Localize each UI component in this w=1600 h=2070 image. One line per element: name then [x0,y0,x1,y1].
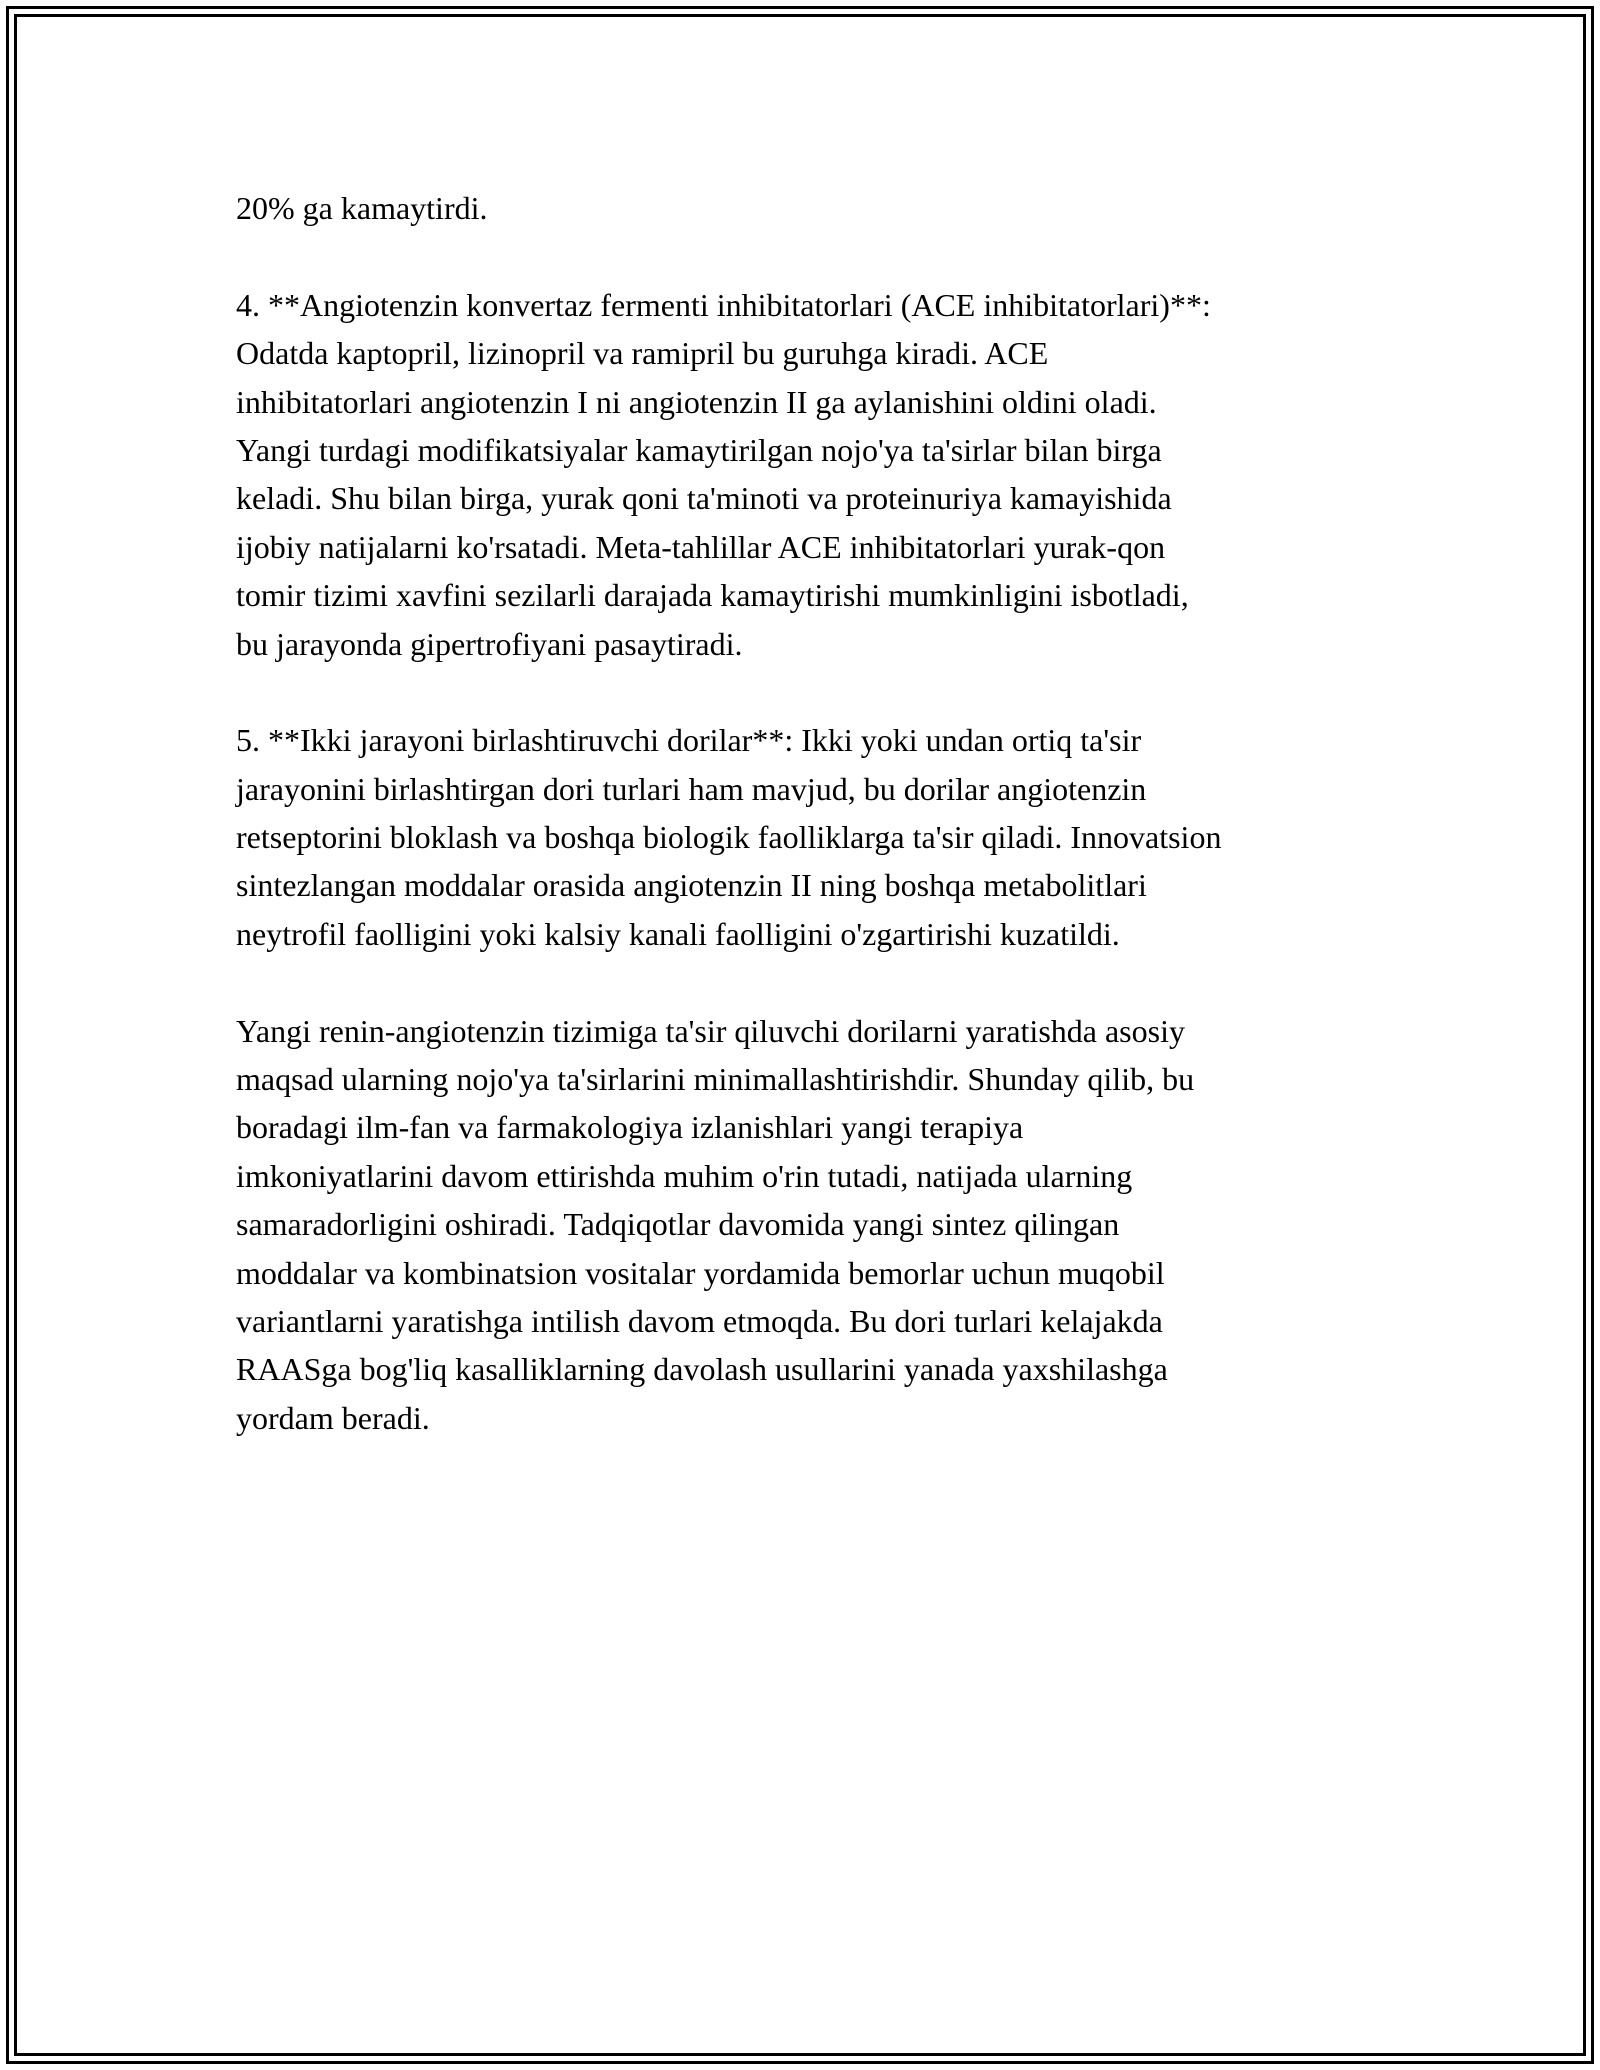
paragraph-spacer [236,232,1376,280]
text-line: bu jarayonda gipertrofiyani pasaytiradi. [236,625,743,662]
paragraph-ace-inhibitors [236,281,1376,668]
text-line: maqsad ularning nojo'ya ta'sirlarini minimallashtirishdir. Shunday qilib, bu [236,1061,1195,1098]
text-line: jarayonini birlashtirgan dori turlari ham mavjud, bu dorilar angiotenzin [236,770,1147,807]
text-line: 4. **Angiotenzin konvertaz fermenti inhibitatorlari (ACE inhibitatorlari)**: [236,286,1211,323]
text-line: sintezlangan moddalar orasida angiotenzin II ning boshqa metabolitlari [236,867,1147,904]
text-line: keladi. Shu bilan birga, yurak qoni ta'minoti va proteinuriya kamayishida [236,480,1172,517]
text-line: samaradorligini oshiradi. Tadqiqotlar davomida yangi sintez qilingan [236,1206,1120,1243]
text-line: Yangi turdagi modifikatsiyalar kamaytirilgan nojo'ya ta'sirlar bilan birga [236,431,1162,468]
text-line: retseptorini bloklash va boshqa biologik faolliklarga ta'sir qiladi. Innovatsion [236,819,1222,856]
text-line: inhibitatorlari angiotenzin I ni angiotenzin II ga aylanishini oldini oladi. [236,383,1157,420]
paragraph-conclusion [236,1007,1376,1443]
text-line: yordam beradi. [236,1399,430,1436]
text-line: imkoniyatlarini davom ettirishda muhim o'rin tutadi, natijada ularning [236,1157,1133,1194]
text-line: RAASga bog'liq kasalliklarning davolash usullarini yanada yaxshilashga [236,1351,1168,1388]
paragraph-dual-action-drugs [236,716,1376,958]
text-line: 20% ga kamaytirdi. [236,190,488,226]
paragraph-spacer [236,668,1376,716]
text-line: tomir tizimi xavfini sezilarli darajada kamaytirishi mumkinligini isbotladi, [236,577,1189,614]
text-line: Yangi renin-angiotenzin tizimiga ta'sir qiluvchi dorilarni yaratishda asosiy [236,1012,1185,1049]
text-line: boradagi ilm-fan va farmakologiya izlanishlari yangi terapiya [236,1109,1024,1146]
text-line: variantlarni yaratishga intilish davom etmoqda. Bu dori turlari kelajakda [236,1302,1163,1339]
paragraph-spacer [236,958,1376,1006]
text-line: 5. **Ikki jarayoni birlashtiruvchi dorilar**: Ikki yoki undan ortiq ta'sir [236,722,1142,759]
text-line: neytrofil faolligini yoki kalsiy kanali faolligini o'zgartirishi kuzatildi. [236,915,1120,952]
text-line: ijobiy natijalarni ko'rsatadi. Meta-tahlillar ACE inhibitatorlari yurak-qon [236,528,1166,565]
text-line: moddalar va kombinatsion vositalar yordamida bemorlar uchun muqobil [236,1254,1165,1291]
text-line: Odatda kaptopril, lizinopril va ramipril bu guruhga kiradi. ACE [236,335,1049,372]
document-body [236,184,1376,1442]
paragraph-continuation [236,184,1376,232]
